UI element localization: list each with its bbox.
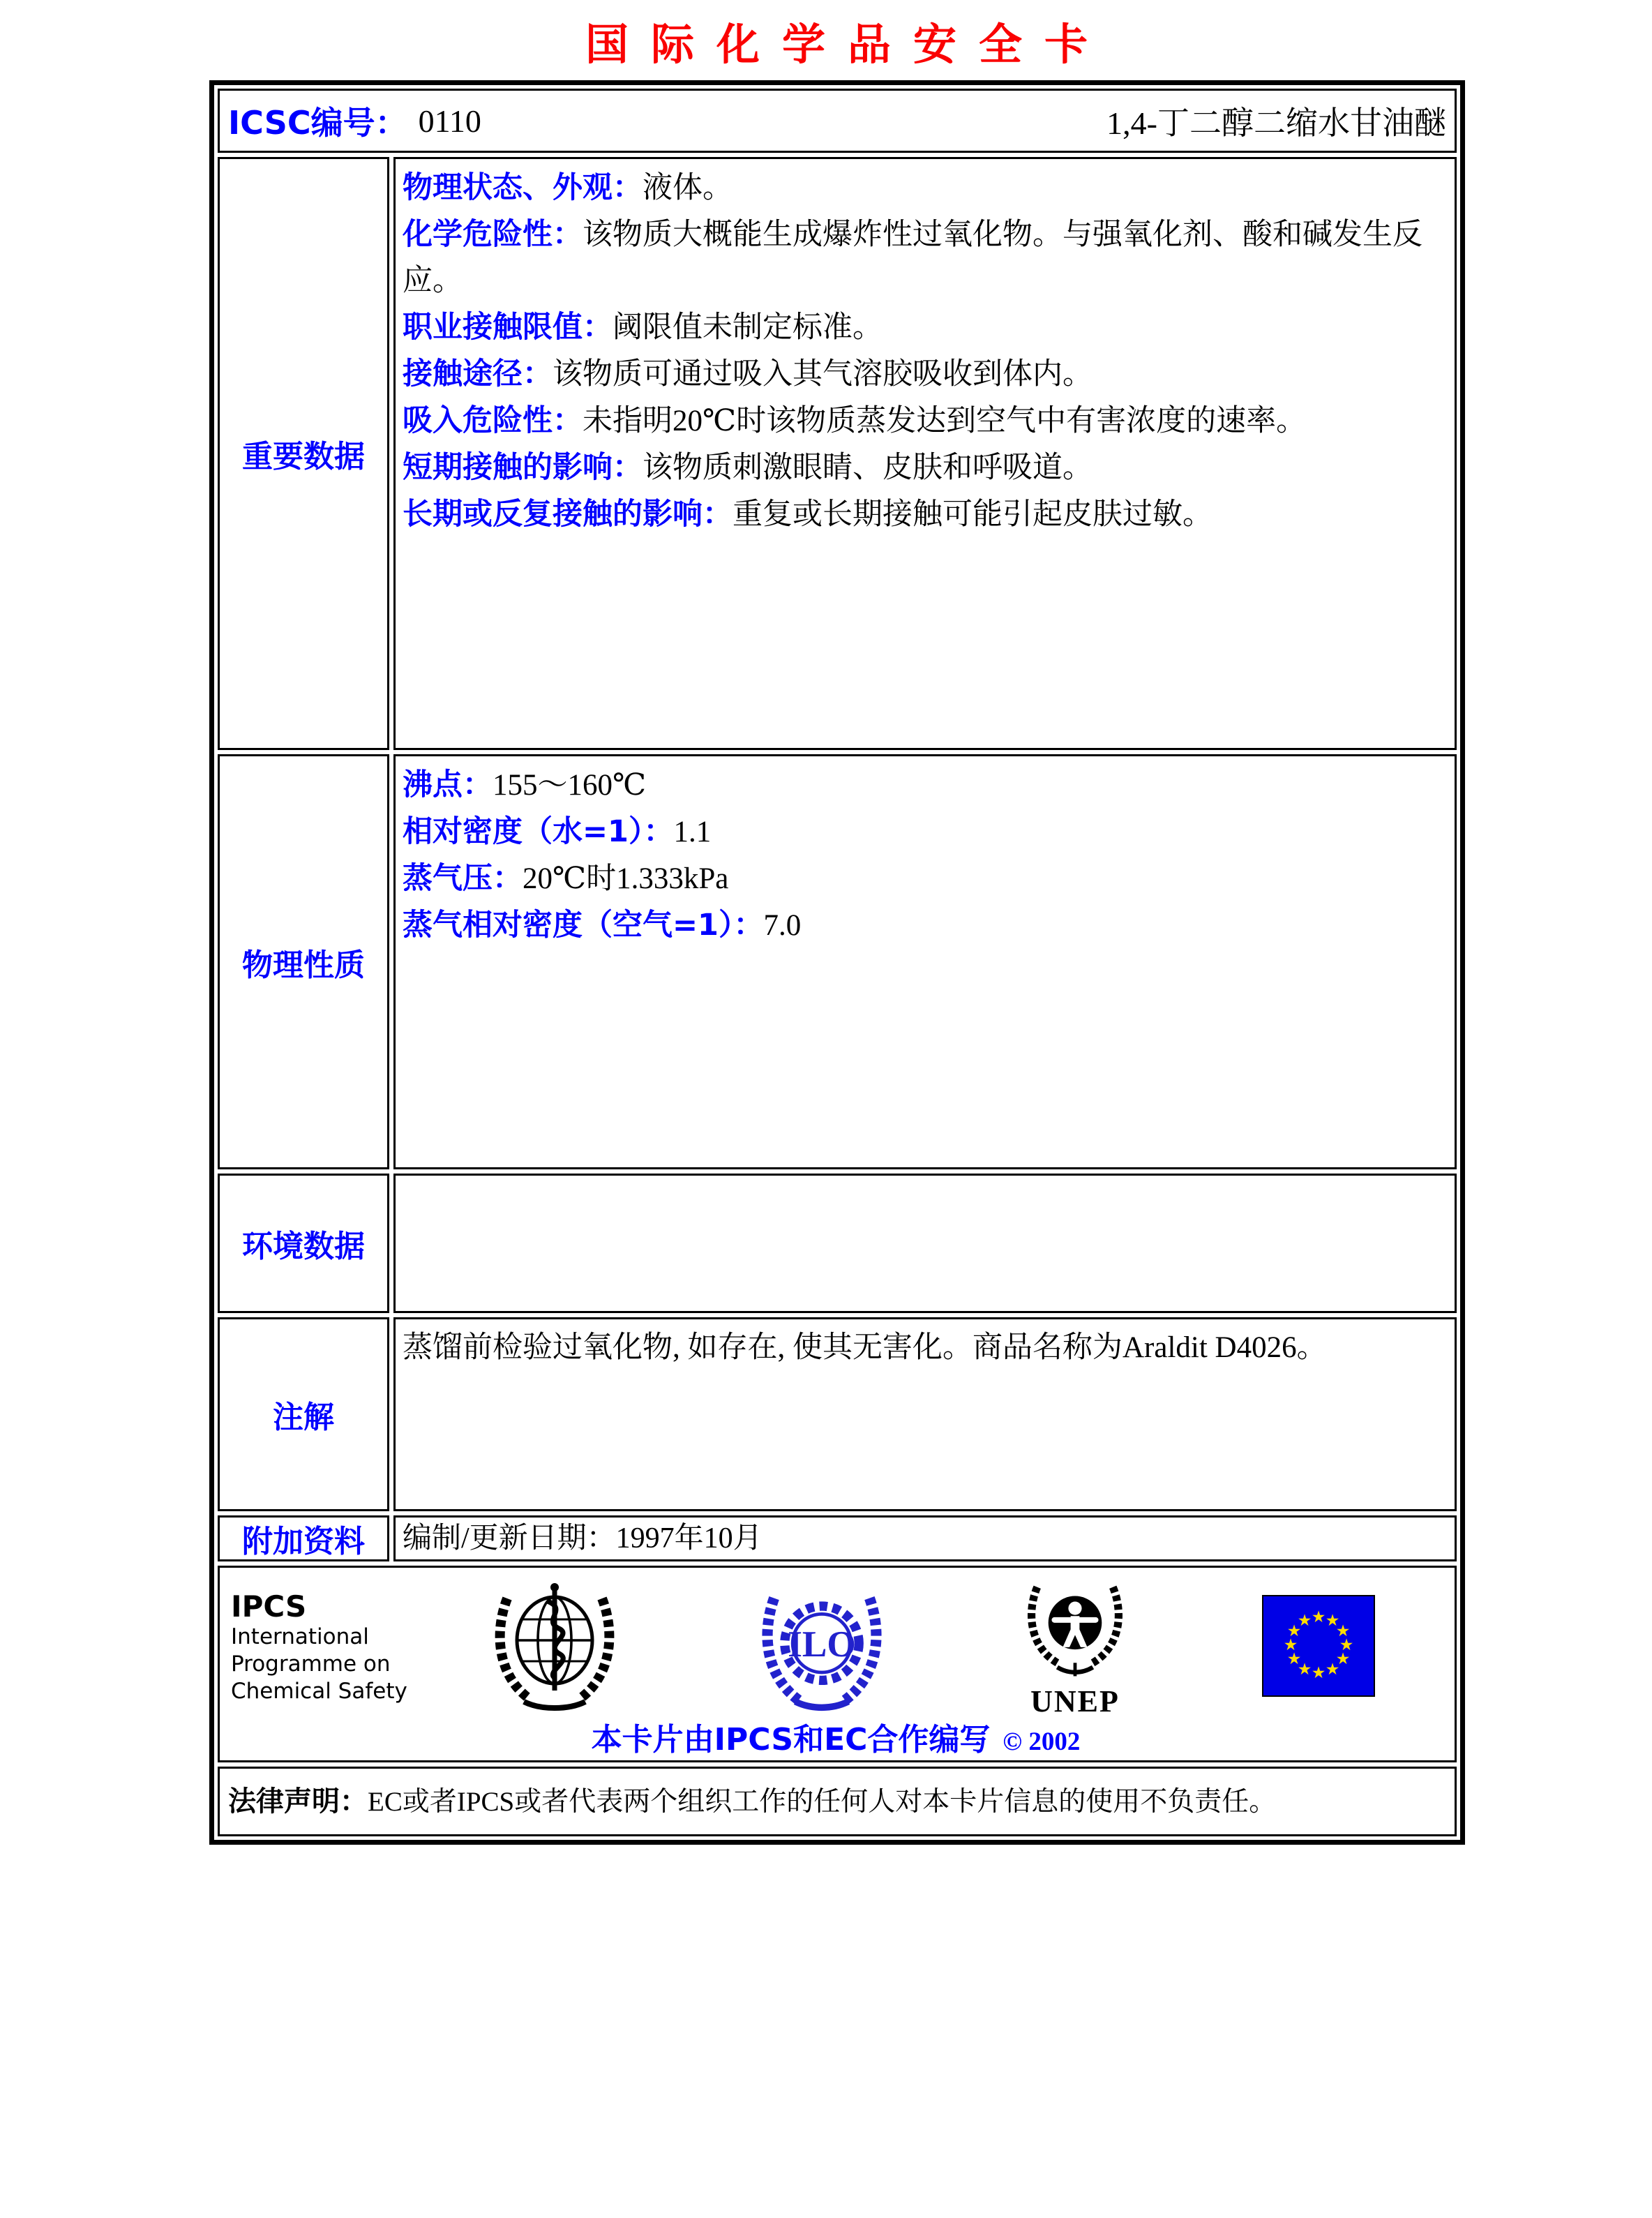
credit-line <box>231 1721 1441 1762</box>
field-value: 155～160℃ <box>493 769 647 802</box>
section-content-environment <box>393 1174 1457 1313</box>
svg-text:★: ★ <box>1335 1622 1351 1640</box>
field-value: 该物质刺激眼睛、皮肤和呼吸道。 <box>643 451 1092 484</box>
section-label-physical: 物理性质 <box>218 754 389 1169</box>
field-label: 蒸气压： <box>403 861 523 896</box>
svg-text:★: ★ <box>1335 1650 1351 1668</box>
svg-text:★: ★ <box>1286 1650 1302 1668</box>
section-label-environment: 环境数据 <box>218 1174 389 1313</box>
legal-cell <box>218 1767 1457 1836</box>
unep-logo-box <box>954 1578 1196 1717</box>
ilo-logo-box <box>690 1576 954 1719</box>
field-label: 接触途径： <box>403 357 553 391</box>
legal-row <box>218 1767 1457 1836</box>
copyright-text: © 2002 <box>1003 1728 1081 1756</box>
ipcs-line: Chemical Safety <box>231 1679 407 1704</box>
field-relative-density <box>403 809 1445 855</box>
ipcs-line: Programme on <box>231 1651 391 1677</box>
field-value: 20℃时1.333kPa <box>523 862 729 895</box>
ipcs-text-block <box>231 1590 419 1705</box>
update-date-text: 编制/更新日期：1997年10月 <box>403 1522 763 1554</box>
field-label: 短期接触的影响： <box>403 450 643 485</box>
section-content-important <box>393 157 1457 750</box>
field-inhalation-risk <box>403 398 1445 444</box>
legal-label: 法律声明： <box>228 1785 368 1818</box>
field-boiling-point <box>403 762 1445 809</box>
header-row <box>218 89 1457 153</box>
section-content-notes <box>393 1317 1457 1511</box>
legal-statement <box>228 1783 1276 1821</box>
field-value: 未指明20℃时该物质蒸发达到空气中有害浓度的速率。 <box>583 405 1307 437</box>
section-environmental-data <box>218 1174 1457 1313</box>
logos-strip <box>231 1576 1441 1719</box>
logos-row <box>218 1566 1457 1762</box>
field-label: 物理状态、外观： <box>403 170 643 205</box>
logos-cell <box>218 1566 1457 1762</box>
icsc-card <box>209 80 1465 1845</box>
svg-text:★: ★ <box>1297 1612 1312 1630</box>
header-cell <box>218 89 1457 153</box>
section-important-data <box>218 157 1457 750</box>
field-physical-state <box>403 165 1445 211</box>
svg-text:★: ★ <box>1311 1608 1326 1626</box>
field-label: 相对密度（水=1）： <box>403 814 674 849</box>
ilo-emblem-icon <box>756 1576 888 1719</box>
field-value: 阈限值未制定标准。 <box>613 311 883 344</box>
svg-text:★: ★ <box>1297 1661 1312 1679</box>
svg-text:ILO: ILO <box>788 1624 856 1665</box>
svg-text:★: ★ <box>1325 1661 1340 1679</box>
svg-text:★: ★ <box>1325 1612 1340 1630</box>
credit-text: 本卡片由IPCS和EC合作编写 <box>591 1722 991 1758</box>
ipcs-title: IPCS <box>231 1589 307 1624</box>
section-label-important: 重要数据 <box>218 157 389 750</box>
section-notes <box>218 1317 1457 1511</box>
section-content-physical <box>393 754 1457 1169</box>
section-additional-info <box>218 1515 1457 1561</box>
field-value: 重复或长期接触可能引起皮肤过敏。 <box>733 498 1212 531</box>
field-occupational-limits <box>403 304 1445 351</box>
section-physical-properties <box>218 754 1457 1169</box>
field-vapor-relative-density <box>403 902 1445 949</box>
field-value: 1.1 <box>673 816 712 848</box>
field-label: 吸入危险性： <box>403 403 583 438</box>
eu-flag-icon <box>1262 1595 1375 1700</box>
field-value: 该物质大概能生成爆炸性过氧化物。与强氧化剂、酸和碱发生反应。 <box>403 218 1422 297</box>
field-vapor-pressure <box>403 855 1445 902</box>
field-exposure-routes <box>403 351 1445 398</box>
section-label-additional: 附加资料 <box>218 1515 389 1561</box>
ipcs-line: International <box>231 1624 369 1649</box>
field-label: 化学危险性： <box>403 217 583 252</box>
section-content-additional <box>393 1515 1457 1561</box>
svg-text:★: ★ <box>1311 1664 1326 1682</box>
field-value: 7.0 <box>763 909 802 942</box>
svg-text:★: ★ <box>1286 1622 1302 1640</box>
notes-text: 蒸馏前检验过氧化物, 如存在, 使其无害化。商品名称为Araldit D4026。 <box>403 1331 1327 1364</box>
field-short-term-effects <box>403 444 1445 491</box>
field-long-term-effects <box>403 491 1445 538</box>
section-label-notes: 注解 <box>218 1317 389 1511</box>
field-value: 液体。 <box>643 172 733 204</box>
chemical-name: 1,4-丁二醇二缩水甘油醚 <box>1106 105 1446 141</box>
unep-wrap <box>1019 1578 1131 1717</box>
field-label: 长期或反复接触的影响： <box>403 497 733 532</box>
field-label: 职业接触限值： <box>403 310 613 345</box>
eu-flag-box <box>1196 1595 1441 1700</box>
unep-label: UNEP <box>1030 1684 1120 1718</box>
field-chemical-hazard <box>403 211 1445 304</box>
svg-text:★: ★ <box>1339 1636 1354 1654</box>
icsc-number-value: 0110 <box>418 103 481 139</box>
page-title: 国际化学品安全卡 <box>585 19 1110 70</box>
who-logo-box <box>419 1576 690 1719</box>
field-label: 蒸气相对密度（空气=1）： <box>403 908 764 943</box>
icsc-number-label: ICSC编号： <box>228 104 407 142</box>
legal-text: EC或者IPCS或者代表两个组织工作的任何人对本卡片信息的使用不负责任。 <box>368 1786 1277 1817</box>
field-value: 该物质可通过吸入其气溶胶吸收到体内。 <box>553 358 1092 391</box>
field-label: 沸点： <box>403 767 493 802</box>
svg-text:★: ★ <box>1283 1636 1298 1654</box>
who-emblem-icon <box>485 1576 624 1719</box>
unep-emblem-icon <box>1019 1578 1131 1686</box>
